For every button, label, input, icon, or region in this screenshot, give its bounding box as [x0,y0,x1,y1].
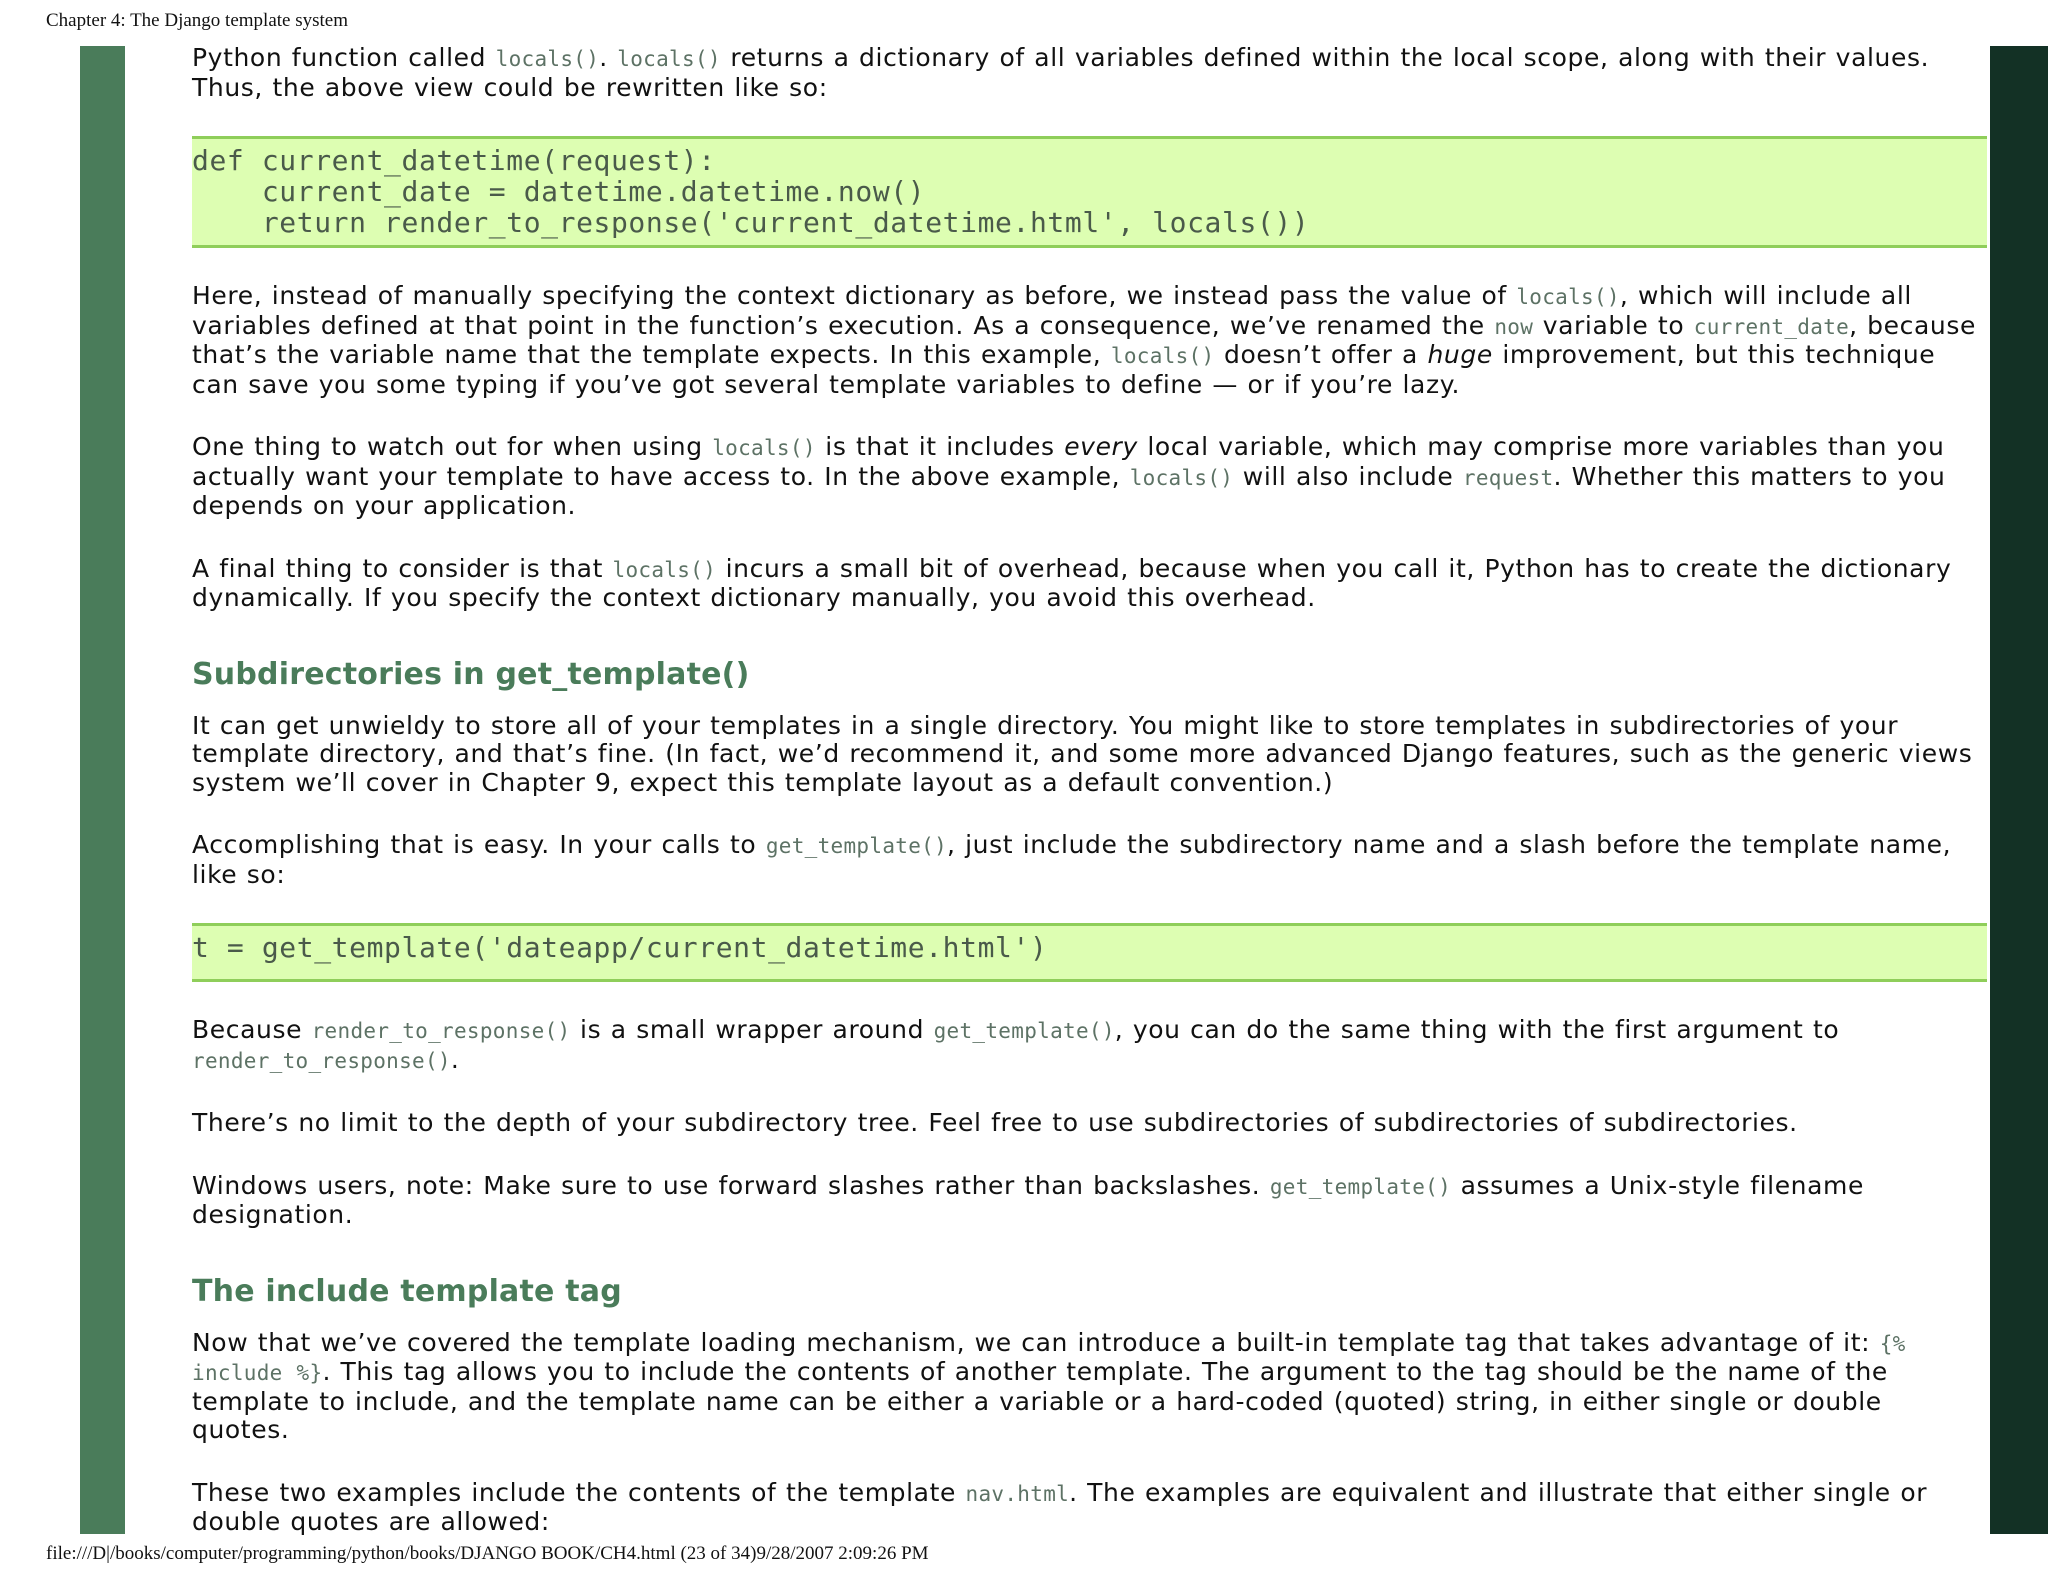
inline-code: locals() [617,47,721,71]
inline-code: locals() [612,557,717,582]
paragraph-include-examples: These two examples include the contents of the template nav.html. The examples are equivalent and illustrate that either single or double quotes are allowed: [192,1477,1928,1536]
section-heading-subdirectories: Subdirectories in get_template() [192,656,750,692]
inline-code: nav.html [965,1481,1070,1506]
paragraph-render-to-response: Because render_to_response() is a small wrapper around get_template(), you can do the same thing with the first argument to render_to_response(). [192,1015,1840,1074]
paragraph-windows-note: Windows users, note: Make sure to use forward slashes rather than backslashes. get_template() assumes a Unix-style filename designation. [192,1170,1864,1229]
paragraph-subdirectories-intro: It can get unwieldy to store all of your templates in a single directory. You might like to store templates in subdirectories of your template directory, and that’s fine. (In fact, we’d recommend it, and some more advanced Django features, such as the generic views system we’ll cover in Chapter 9, expect this template layout as a default convention.) [192,710,1973,797]
inline-code: current_date [1693,314,1850,339]
paragraph-include-intro: Now that we’ve covered the template loading mechanism, we can introduce a built-in template tag that takes advantage of it: {% include %}. This tag allows you to include the contents of another template. The argument to the tag should be the name of the template to include, and the template name can be either a variable or a hard-coded (quoted) string, in either single or double quotes. [192,1327,1906,1444]
inline-code: locals() [712,436,816,460]
paragraph-locals-overhead: A final thing to consider is that locals() incurs a small bit of overhead, because when you call it, Python has to create the dictionary dynamically. If you specify the context dictionary manually, you avoid this overhead. [192,553,1952,612]
paragraph-locals-intro: Python function called locals(). locals() returns a dictionary of all variables defined within the local scope, along with their values. Thus, the above view could be rewritten like so: [192,43,1930,102]
paragraph-locals-caveat: One thing to watch out for when using locals() is that it includes every local variable, which may comprise more variables than you actually want your template to have access to. In the above example, locals() will also include request. Whether this matters to you depends on your application. [192,432,1946,520]
paragraph-depth-limit: There’s no limit to the depth of your subdirectory tree. Feel free to use subdirectories of subdirectories of subdirectories. [192,1108,1798,1137]
inline-code: {% include %} [192,1331,1906,1385]
print-footer: file:///D|/books/computer/programming/python/books/DJANGO BOOK/CH4.html (23 of 34)9/28/2007 2:09:26 PM [46,1543,929,1564]
print-header: Chapter 4: The Django template system [46,10,348,31]
inline-code: request [1462,465,1554,490]
inline-code: locals() [1129,465,1234,490]
code-block-current-datetime: def current_datetime(request): current_date = datetime.datetime.now() return render_to_response('current_datetime.html', locals()) [192,136,1987,248]
paragraph-subdirectories-how: Accomplishing that is easy. In your calls to get_template(), just include the subdirectory name and a slash before the template name, like so: [192,830,1952,889]
right-sidebar-bar [1990,46,2048,1534]
section-heading-include-tag: The include template tag [192,1273,622,1309]
document-body [192,44,1987,1571]
inline-code: render_to_response() [192,1048,451,1073]
inline-code: locals() [495,47,600,71]
inline-code: render_to_response() [311,1019,571,1043]
left-sidebar-bar [80,46,125,1534]
inline-code: get_template() [765,834,948,858]
inline-code: get_template() [1269,1174,1452,1199]
inline-code: now [1494,314,1534,339]
inline-code: locals() [1110,344,1215,368]
inline-code: locals() [1516,285,1620,309]
inline-code: get_template() [933,1019,1115,1043]
paragraph-locals-explanation: Here, instead of manually specifying the context dictionary as before, we instead pass the value of locals(), which will include all variables defined at that point in the function’s execution. As a consequence, we’ve renamed the now variable to current_date, because that’s the variable name that the template expects. In this example, locals() doesn’t offer a huge improvement, but this technique can save you some typing if you’ve got several template variables to define — or if you’re lazy. [192,281,1976,399]
code-block-get-template: t = get_template('dateapp/current_datetime.html') [192,923,1987,982]
